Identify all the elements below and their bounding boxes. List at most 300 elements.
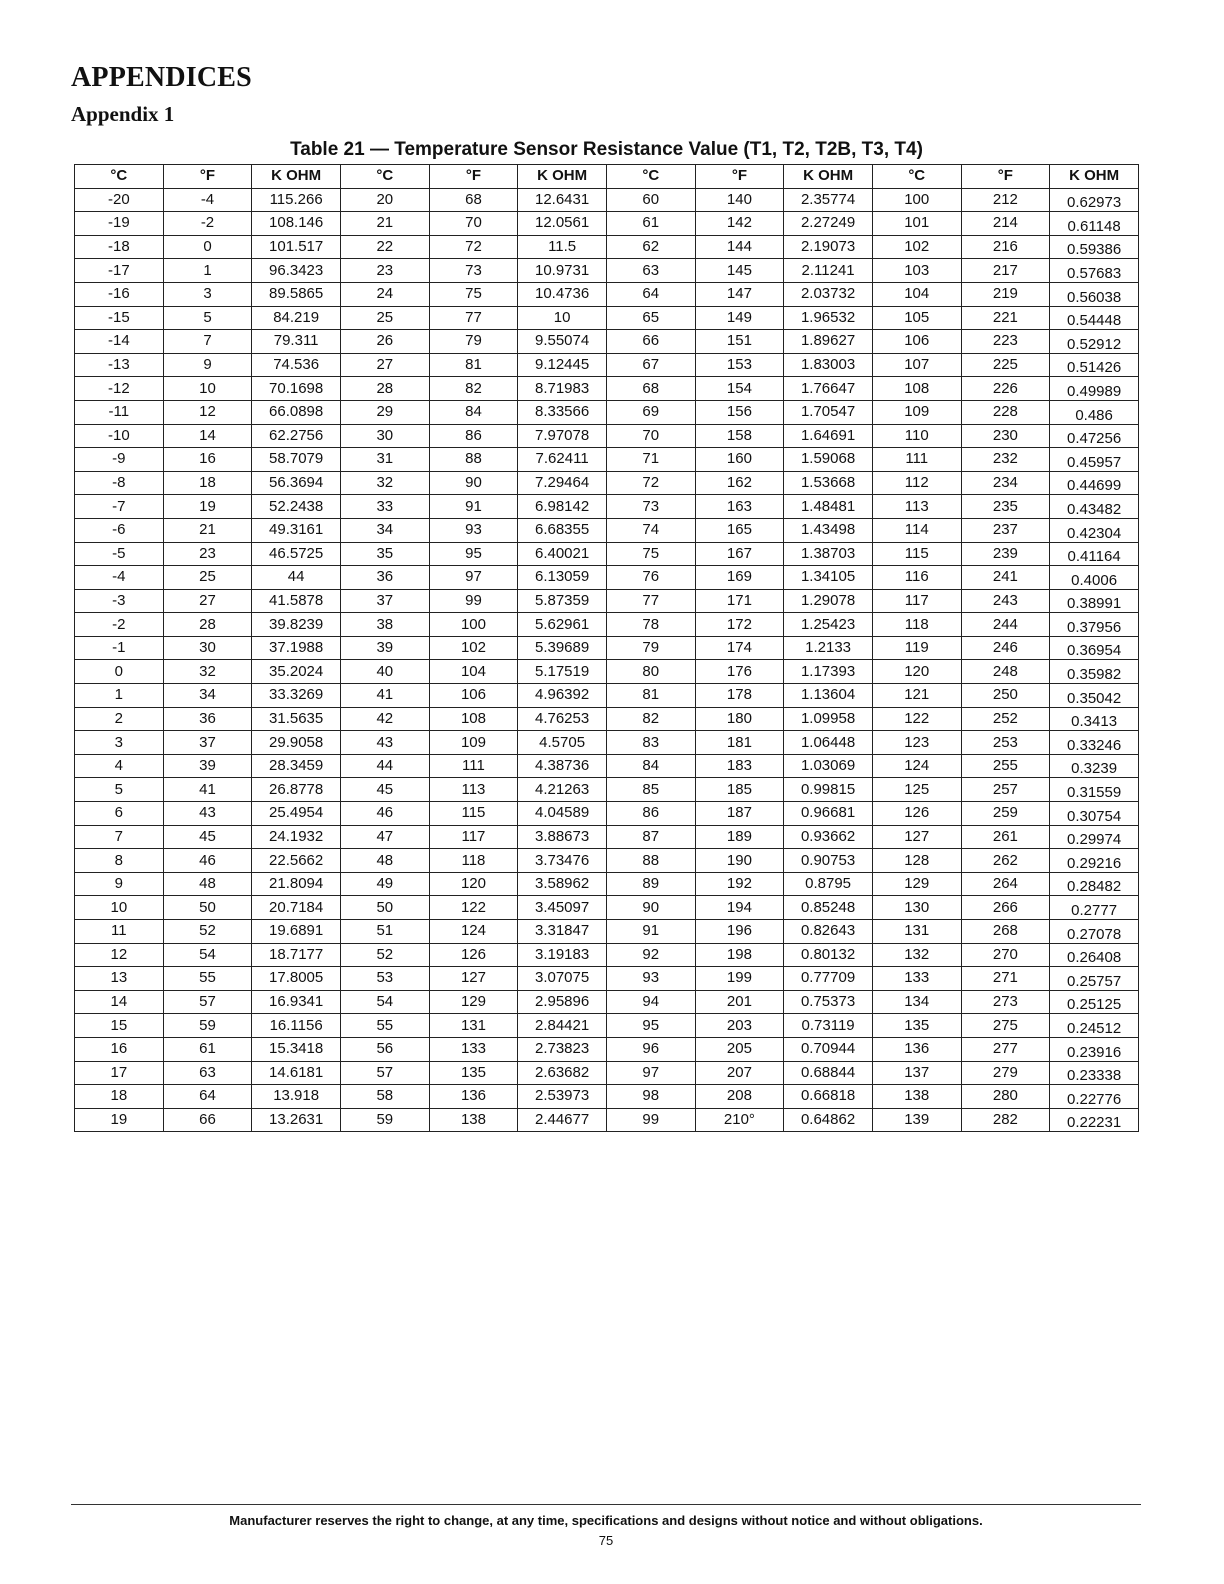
table-cell: 1.53668: [784, 471, 873, 495]
table-cell: 96.3423: [252, 259, 341, 283]
table-cell: 0.66818: [784, 1085, 873, 1109]
table-cell: 99: [429, 589, 518, 613]
table-cell: 106: [429, 684, 518, 708]
table-cell: 0.37956: [1050, 613, 1139, 637]
table-cell: 4.04589: [518, 802, 607, 826]
table-cell: 0.56038: [1050, 282, 1139, 306]
table-cell: 3.58962: [518, 872, 607, 896]
table-cell: 6.98142: [518, 495, 607, 519]
table-cell: 0.51426: [1050, 353, 1139, 377]
table-cell: 130: [872, 896, 961, 920]
table-cell: 244: [961, 613, 1050, 637]
table-cell: 2.95896: [518, 990, 607, 1014]
table-cell: 81: [606, 684, 695, 708]
table-cell: 19: [75, 1108, 164, 1132]
table-cell: 1.06448: [784, 731, 873, 755]
table-cell: 94: [606, 990, 695, 1014]
table-cell: 74: [606, 518, 695, 542]
table-cell: 40: [340, 660, 429, 684]
table-cell: 136: [872, 1037, 961, 1061]
table-cell: 3.07075: [518, 967, 607, 991]
column-header: °C: [75, 165, 164, 189]
table-cell: 86: [606, 802, 695, 826]
table-cell: 160: [695, 448, 784, 472]
table-cell: 0.68844: [784, 1061, 873, 1085]
table-cell: 2.44677: [518, 1108, 607, 1132]
column-header: °C: [872, 165, 961, 189]
table-cell: 33.3269: [252, 684, 341, 708]
table-cell: 0.90753: [784, 849, 873, 873]
column-header: K OHM: [252, 165, 341, 189]
table-cell: 100: [872, 188, 961, 212]
table-cell: 149: [695, 306, 784, 330]
column-header: K OHM: [784, 165, 873, 189]
table-cell: 117: [429, 825, 518, 849]
column-header: °F: [163, 165, 252, 189]
table-cell: 47: [340, 825, 429, 849]
table-cell: 123: [872, 731, 961, 755]
table-cell: -8: [75, 471, 164, 495]
table-cell: 108: [872, 377, 961, 401]
table-cell: 64: [606, 282, 695, 306]
table-cell: 171: [695, 589, 784, 613]
table-cell: 230: [961, 424, 1050, 448]
table-cell: 48: [163, 872, 252, 896]
table-cell: 1.64691: [784, 424, 873, 448]
table-cell: 210°: [695, 1108, 784, 1132]
table-cell: -1: [75, 636, 164, 660]
table-cell: 20.7184: [252, 896, 341, 920]
table-cell: 66: [163, 1108, 252, 1132]
table-cell: 97: [429, 566, 518, 590]
table-row: [75, 872, 1139, 896]
table-cell: 6.13059: [518, 566, 607, 590]
table-cell: 45: [163, 825, 252, 849]
table-cell: 90: [429, 471, 518, 495]
table-cell: 268: [961, 920, 1050, 944]
table-cell: 282: [961, 1108, 1050, 1132]
table-cell: 68: [429, 188, 518, 212]
table-cell: 0.3413: [1050, 707, 1139, 731]
table-cell: 1.48481: [784, 495, 873, 519]
column-header: °C: [606, 165, 695, 189]
table-cell: 115.266: [252, 188, 341, 212]
table-cell: 250: [961, 684, 1050, 708]
table-cell: 100: [429, 613, 518, 637]
table-cell: -16: [75, 282, 164, 306]
table-cell: 120: [429, 872, 518, 896]
table-cell: 38: [340, 613, 429, 637]
table-cell: 223: [961, 330, 1050, 354]
table-cell: 266: [961, 896, 1050, 920]
table-cell: 59: [340, 1108, 429, 1132]
table-cell: 3.45097: [518, 896, 607, 920]
table-cell: 185: [695, 778, 784, 802]
table-cell: 56.3694: [252, 471, 341, 495]
table-cell: 0.44699: [1050, 471, 1139, 495]
table-cell: 77: [606, 589, 695, 613]
table-cell: 0.24512: [1050, 1014, 1139, 1038]
table-cell: 61: [606, 212, 695, 236]
table-cell: 0.23338: [1050, 1061, 1139, 1085]
table-cell: 187: [695, 802, 784, 826]
table-cell: 63: [163, 1061, 252, 1085]
table-cell: 32: [340, 471, 429, 495]
table-row: [75, 589, 1139, 613]
column-header: K OHM: [518, 165, 607, 189]
table-cell: 5: [163, 306, 252, 330]
table-cell: 14.6181: [252, 1061, 341, 1085]
table-cell: 0.38991: [1050, 589, 1139, 613]
table-cell: 8: [75, 849, 164, 873]
table-cell: 95: [429, 542, 518, 566]
table-cell: 23: [163, 542, 252, 566]
table-cell: 98: [606, 1085, 695, 1109]
table-cell: 0.64862: [784, 1108, 873, 1132]
table-cell: 4.21263: [518, 778, 607, 802]
table-cell: 1.13604: [784, 684, 873, 708]
table-cell: 0.35042: [1050, 684, 1139, 708]
table-cell: 6.68355: [518, 518, 607, 542]
table-cell: 89: [606, 872, 695, 896]
table-cell: 77: [429, 306, 518, 330]
table-cell: 71: [606, 448, 695, 472]
table-cell: 1.25423: [784, 613, 873, 637]
table-cell: 120: [872, 660, 961, 684]
table-cell: 255: [961, 754, 1050, 778]
table-cell: 169: [695, 566, 784, 590]
table-row: [75, 259, 1139, 283]
table-row: [75, 1108, 1139, 1132]
column-header: K OHM: [1050, 165, 1139, 189]
table-cell: 15.3418: [252, 1037, 341, 1061]
table-cell: 27: [163, 589, 252, 613]
table-cell: 4: [75, 754, 164, 778]
table-cell: 62: [606, 235, 695, 259]
table-cell: 32: [163, 660, 252, 684]
table-cell: 124: [429, 920, 518, 944]
table-row: [75, 849, 1139, 873]
table-cell: 0.36954: [1050, 636, 1139, 660]
table-cell: 46: [163, 849, 252, 873]
table-cell: 0.43482: [1050, 495, 1139, 519]
table-cell: 140: [695, 188, 784, 212]
footer-divider: [71, 1504, 1141, 1505]
table-cell: 183: [695, 754, 784, 778]
table-cell: 12.6431: [518, 188, 607, 212]
table-cell: 44: [252, 566, 341, 590]
table-row: [75, 825, 1139, 849]
table-cell: 54: [340, 990, 429, 1014]
table-cell: 147: [695, 282, 784, 306]
table-cell: 0.33246: [1050, 731, 1139, 755]
table-cell: 162: [695, 471, 784, 495]
table-cell: 127: [872, 825, 961, 849]
table-cell: 12.0561: [518, 212, 607, 236]
column-header: °F: [695, 165, 784, 189]
table-cell: 36: [163, 707, 252, 731]
table-cell: 153: [695, 353, 784, 377]
table-cell: 73: [606, 495, 695, 519]
table-row: [75, 400, 1139, 424]
table-cell: 25.4954: [252, 802, 341, 826]
table-cell: 125: [872, 778, 961, 802]
table-cell: 53: [340, 967, 429, 991]
table-cell: 58: [340, 1085, 429, 1109]
table-cell: 5.39689: [518, 636, 607, 660]
table-cell: 68: [606, 377, 695, 401]
table-cell: 237: [961, 518, 1050, 542]
table-cell: 262: [961, 849, 1050, 873]
table-cell: 10.9731: [518, 259, 607, 283]
table-cell: 43: [340, 731, 429, 755]
table-cell: 37: [163, 731, 252, 755]
table-cell: 106: [872, 330, 961, 354]
table-cell: 108.146: [252, 212, 341, 236]
table-cell: 28.3459: [252, 754, 341, 778]
table-cell: 80: [606, 660, 695, 684]
table-cell: 56: [340, 1037, 429, 1061]
table-cell: 3.73476: [518, 849, 607, 873]
table-cell: 132: [872, 943, 961, 967]
table-cell: 112: [872, 471, 961, 495]
table-cell: 113: [872, 495, 961, 519]
table-cell: 133: [429, 1037, 518, 1061]
table-cell: 52.2438: [252, 495, 341, 519]
table-cell: 246: [961, 636, 1050, 660]
table-cell: 84: [429, 400, 518, 424]
table-row: [75, 542, 1139, 566]
table-cell: 2.27249: [784, 212, 873, 236]
table-cell: 1.83003: [784, 353, 873, 377]
table-cell: 111: [872, 448, 961, 472]
table-cell: 221: [961, 306, 1050, 330]
table-cell: 142: [695, 212, 784, 236]
table-cell: 55: [340, 1014, 429, 1038]
table-cell: 6.40021: [518, 542, 607, 566]
table-row: [75, 448, 1139, 472]
table-cell: 205: [695, 1037, 784, 1061]
table-cell: 121: [872, 684, 961, 708]
table-cell: 6: [75, 802, 164, 826]
table-cell: 12: [163, 400, 252, 424]
table-cell: 54: [163, 943, 252, 967]
table-cell: 101.517: [252, 235, 341, 259]
table-cell: 24.1932: [252, 825, 341, 849]
table-cell: 39: [340, 636, 429, 660]
table-cell: 0.2777: [1050, 896, 1139, 920]
table-cell: 165: [695, 518, 784, 542]
table-cell: 128: [872, 849, 961, 873]
table-cell: 129: [872, 872, 961, 896]
table-cell: 72: [606, 471, 695, 495]
table-cell: -20: [75, 188, 164, 212]
table-cell: 96: [606, 1037, 695, 1061]
table-cell: 7: [75, 825, 164, 849]
table-row: [75, 377, 1139, 401]
table-cell: 1.34105: [784, 566, 873, 590]
table-cell: 133: [872, 967, 961, 991]
table-cell: 0.59386: [1050, 235, 1139, 259]
table-row: [75, 967, 1139, 991]
table-cell: 79.311: [252, 330, 341, 354]
table-row: [75, 636, 1139, 660]
table-cell: 138: [872, 1085, 961, 1109]
table-cell: -12: [75, 377, 164, 401]
table-cell: 43: [163, 802, 252, 826]
table-cell: 264: [961, 872, 1050, 896]
table-cell: 62.2756: [252, 424, 341, 448]
table-row: [75, 613, 1139, 637]
table-row: [75, 754, 1139, 778]
table-cell: 22: [340, 235, 429, 259]
table-cell: 0: [163, 235, 252, 259]
table-row: [75, 306, 1139, 330]
table-cell: 253: [961, 731, 1050, 755]
table-row: [75, 731, 1139, 755]
table-row: [75, 802, 1139, 826]
table-cell: 0.28482: [1050, 872, 1139, 896]
table-cell: 248: [961, 660, 1050, 684]
table-cell: 0.27078: [1050, 920, 1139, 944]
table-cell: 2.84421: [518, 1014, 607, 1038]
table-cell: 129: [429, 990, 518, 1014]
table-cell: 2.53973: [518, 1085, 607, 1109]
table-cell: 52: [340, 943, 429, 967]
table-cell: 51: [340, 920, 429, 944]
table-row: [75, 282, 1139, 306]
table-cell: 50: [163, 896, 252, 920]
table-cell: 21: [340, 212, 429, 236]
table-cell: 212: [961, 188, 1050, 212]
table-cell: 30: [340, 424, 429, 448]
table-cell: 0.31559: [1050, 778, 1139, 802]
table-cell: 92: [606, 943, 695, 967]
table-cell: 39: [163, 754, 252, 778]
table-cell: 1.96532: [784, 306, 873, 330]
table-cell: 124: [872, 754, 961, 778]
table-cell: 37.1988: [252, 636, 341, 660]
table-cell: 0.25757: [1050, 967, 1139, 991]
table-row: [75, 188, 1139, 212]
table-cell: 0.45957: [1050, 448, 1139, 472]
table-cell: -11: [75, 400, 164, 424]
table-cell: 31: [340, 448, 429, 472]
table-row: [75, 495, 1139, 519]
table-cell: 113: [429, 778, 518, 802]
table-cell: 139: [872, 1108, 961, 1132]
table-cell: 110: [872, 424, 961, 448]
table-cell: 194: [695, 896, 784, 920]
table-cell: -4: [163, 188, 252, 212]
table-cell: 271: [961, 967, 1050, 991]
table-cell: 59: [163, 1014, 252, 1038]
table-cell: 86: [429, 424, 518, 448]
table-cell: 8.33566: [518, 400, 607, 424]
table-cell: 1.70547: [784, 400, 873, 424]
table-cell: 60: [606, 188, 695, 212]
table-cell: 118: [872, 613, 961, 637]
table-cell: 16.9341: [252, 990, 341, 1014]
table-cell: 196: [695, 920, 784, 944]
table-cell: 126: [872, 802, 961, 826]
table-cell: 234: [961, 471, 1050, 495]
table-row: [75, 1037, 1139, 1061]
table-cell: 26: [340, 330, 429, 354]
table-cell: 118: [429, 849, 518, 873]
table-cell: 0.23916: [1050, 1037, 1139, 1061]
table-cell: 0.25125: [1050, 990, 1139, 1014]
table-cell: 15: [75, 1014, 164, 1038]
table-cell: 10: [75, 896, 164, 920]
table-cell: 17: [75, 1061, 164, 1085]
table-cell: -10: [75, 424, 164, 448]
table-cell: 0.49989: [1050, 377, 1139, 401]
table-cell: 57: [163, 990, 252, 1014]
table-cell: 35: [340, 542, 429, 566]
column-header: °C: [340, 165, 429, 189]
table-cell: 79: [606, 636, 695, 660]
table-cell: 16: [75, 1037, 164, 1061]
table-cell: 24: [340, 282, 429, 306]
table-cell: 82: [606, 707, 695, 731]
table-cell: 19: [163, 495, 252, 519]
table-cell: 44: [340, 754, 429, 778]
table-cell: 16.1156: [252, 1014, 341, 1038]
table-cell: 1.2133: [784, 636, 873, 660]
table-cell: 89.5865: [252, 282, 341, 306]
table-cell: 4.38736: [518, 754, 607, 778]
table-cell: 135: [429, 1061, 518, 1085]
table-cell: 136: [429, 1085, 518, 1109]
table-cell: 0.22231: [1050, 1108, 1139, 1132]
table-cell: 1.43498: [784, 518, 873, 542]
table-cell: 201: [695, 990, 784, 1014]
table-cell: 75: [429, 282, 518, 306]
table-cell: 4.96392: [518, 684, 607, 708]
table-cell: 199: [695, 967, 784, 991]
table-cell: 3: [163, 282, 252, 306]
table-cell: 0.47256: [1050, 424, 1139, 448]
table-cell: 101: [872, 212, 961, 236]
table-cell: 111: [429, 754, 518, 778]
table-cell: 131: [872, 920, 961, 944]
table-cell: 115: [872, 542, 961, 566]
table-cell: 41: [340, 684, 429, 708]
column-header: °F: [429, 165, 518, 189]
table-cell: 0.54448: [1050, 306, 1139, 330]
table-cell: 29: [340, 400, 429, 424]
table-cell: 13: [75, 967, 164, 991]
table-row: [75, 943, 1139, 967]
table-cell: 167: [695, 542, 784, 566]
table-row: [75, 684, 1139, 708]
table-cell: 241: [961, 566, 1050, 590]
table-cell: 174: [695, 636, 784, 660]
table-cell: 9.12445: [518, 353, 607, 377]
table-row: [75, 1085, 1139, 1109]
table-cell: 156: [695, 400, 784, 424]
table-cell: 1: [75, 684, 164, 708]
table-cell: 50: [340, 896, 429, 920]
table-cell: 134: [872, 990, 961, 1014]
table-cell: 70.1698: [252, 377, 341, 401]
table-cell: -15: [75, 306, 164, 330]
table-cell: 0.3239: [1050, 754, 1139, 778]
table-cell: 1.09958: [784, 707, 873, 731]
table-cell: 0.42304: [1050, 518, 1139, 542]
table-cell: 84: [606, 754, 695, 778]
